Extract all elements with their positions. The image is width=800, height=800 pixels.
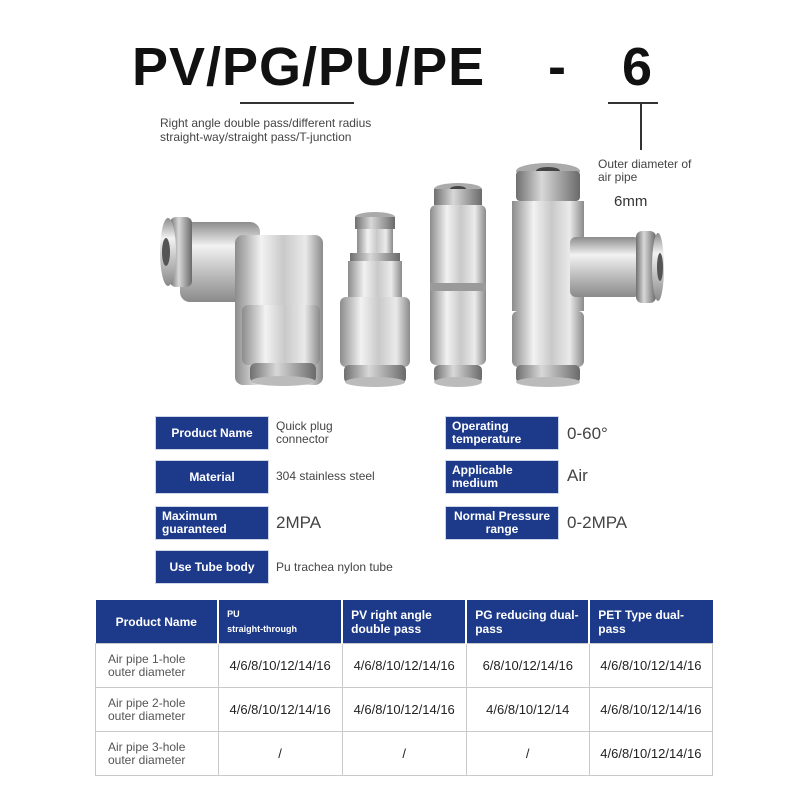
table-cell: 4/6/8/10/12/14/16 <box>218 688 342 732</box>
subtitle-line-1: Right angle double pass/different radius <box>160 116 372 130</box>
spec-value-maximum-guaranteed: 2MPA <box>276 513 322 532</box>
table-cell: / <box>342 732 466 776</box>
table-cell: 4/6/8/10/12/14/16 <box>342 688 466 732</box>
table-row <box>96 644 713 688</box>
title-dash: - <box>548 37 566 97</box>
table-cell: 4/6/8/10/12/14/16 <box>589 732 712 776</box>
elbow-fitting <box>160 217 323 386</box>
header-pv: PV right angle double pass <box>342 600 466 644</box>
spec-value-operating-temperature: 0-60° <box>567 424 608 443</box>
spec-label-product-name: Product Name <box>155 416 269 450</box>
row-label: Air pipe 2-hole outer diameter <box>96 688 219 732</box>
spec-value-material: 304 stainless steel <box>276 469 375 483</box>
outer-diameter-value: 6mm <box>614 193 648 210</box>
spec-label-applicable-medium: Applicable medium <box>445 460 559 494</box>
table-cell: / <box>218 732 342 776</box>
fittings-illustration <box>150 155 670 395</box>
spec-value-normal-pressure-range: 0-2MPA <box>567 513 628 532</box>
row-label: Air pipe 1-hole outer diameter <box>96 644 219 688</box>
table-cell: 4/6/8/10/12/14/16 <box>589 644 712 688</box>
header-pg: PG reducing dual-pass <box>466 600 589 644</box>
title-size: 6 <box>622 37 653 97</box>
spec-value-applicable-medium: Air <box>567 466 588 485</box>
straight-fitting <box>430 183 486 387</box>
table-cell: 4/6/8/10/12/14 <box>466 688 589 732</box>
header-pu-sub: straight-through <box>227 624 298 634</box>
spec-value-use-tube-body: Pu trachea nylon tube <box>276 560 393 574</box>
spec-label-maximum-guaranteed: Maximum guaranteed <box>155 506 269 540</box>
size-underline <box>608 102 658 104</box>
header-pu-main: PU <box>227 609 240 619</box>
table-cell: 4/6/8/10/12/14/16 <box>342 644 466 688</box>
table-cell: 6/8/10/12/14/16 <box>466 644 589 688</box>
outer-diameter-label: Outer diameter of air pipe <box>598 157 692 184</box>
header-pet: PET Type dual-pass <box>589 600 712 644</box>
spec-label-normal-pressure-range: Normal Pressure range <box>445 506 559 540</box>
title-underline <box>240 102 354 104</box>
fitting-types-description <box>160 116 371 144</box>
table-cell: / <box>466 732 589 776</box>
table-header-row <box>96 600 713 644</box>
table-row <box>96 688 713 732</box>
subtitle-line-2: straight-way/straight pass/T-junction <box>160 130 352 144</box>
spec-label-use-tube-body: Use Tube body <box>155 550 269 584</box>
table-cell: 4/6/8/10/12/14/16 <box>218 644 342 688</box>
model-title: PV/PG/PU/PE <box>132 37 486 97</box>
table-cell: 4/6/8/10/12/14/16 <box>589 688 712 732</box>
spec-value-product-name: Quick plug connector <box>276 419 333 446</box>
spec-label-material: Material <box>155 460 269 494</box>
tee-fitting <box>512 163 664 387</box>
size-table <box>95 600 713 776</box>
table-row <box>96 732 713 776</box>
reducer-fitting <box>340 212 410 387</box>
spec-label-operating-temperature: Operating temperature <box>445 416 559 450</box>
header-pu <box>218 600 342 644</box>
header-product-name: Product Name <box>96 600 219 644</box>
size-callout-line <box>640 104 642 150</box>
row-label: Air pipe 3-hole outer diameter <box>96 732 219 776</box>
